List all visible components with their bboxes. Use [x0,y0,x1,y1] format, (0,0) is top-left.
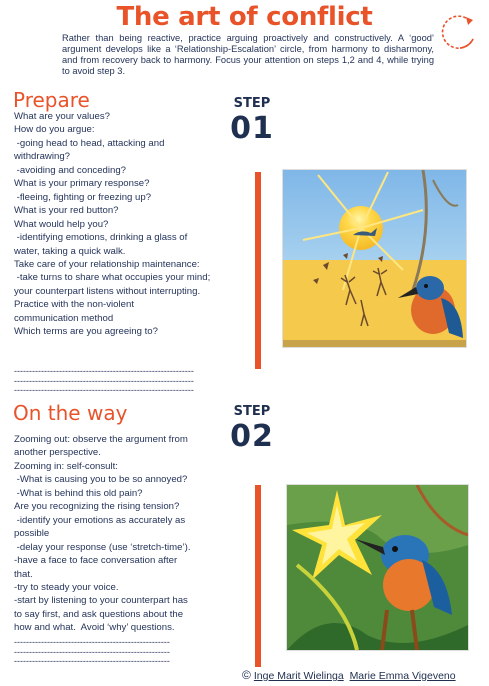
divider-line: ---------------------------------------------------- [14,638,170,647]
text-line: another perspective. [14,447,101,459]
page-title: The art of conflict [116,2,373,32]
step1-number: 01 [230,111,274,146]
text-line: Zooming in: self-consult: [14,460,118,472]
text-line: water, taking a quick walk. [14,245,126,257]
divider-line: ---------------------------------------------------- [14,647,170,657]
step2-text [14,433,249,635]
text-line: that. [14,568,33,580]
text-line: Take care of your relationship maintenance: [14,258,200,270]
divider-line: ------------------------------------------------------------ [14,376,194,386]
text-line: -delay your response (use ‘stretch-time’). [14,541,191,553]
text-line: -take turns to share what occupies your mind; [14,272,211,284]
step1-label: STEP [233,96,271,111]
text-line: What is your red button? [14,205,119,217]
text-line: Which terms are you agreeing to? [14,326,158,338]
text-line: -fleeing, fighting or freezing up? [14,191,152,203]
step2-dividers [14,638,226,667]
author-link-2[interactable]: Marie Emma Vigeveno [349,670,456,682]
text-line: -start by listening to your counterpart has [14,595,188,607]
step2-accent-bar [255,485,261,667]
text-line: What would help you? [14,218,109,230]
kingfisher-star-painting [287,485,468,650]
text-line: withdrawing? [14,151,70,163]
credit-line [242,668,456,682]
text-line: to say first, and ask questions about the [14,608,184,620]
text-line: -What is causing you to be so annoyed? [14,474,188,486]
step1-accent-bar [255,172,261,369]
copyright-icon: © [242,668,251,682]
step2-number: 02 [230,419,274,454]
step1-dividers [14,367,254,396]
step1-text [14,110,259,339]
divider-line: ------------------------------------------------------------ [14,386,194,395]
cycle-arrow-icon [440,13,478,53]
divider-line: ---------------------------------------------------- [14,657,170,666]
kingfisher-sun-painting [283,170,466,347]
text-line: how and what. Avoid ‘why’ questions. [14,622,175,634]
on-the-way-heading: On the way [13,401,128,425]
text-line: -identify your emotions as accurately as [14,514,186,526]
author-link-1[interactable]: Inge Marit Wielinga [253,670,344,682]
text-line: -going head to head, attacking and [14,137,165,149]
text-line: communication method [14,312,114,324]
text-line: your counterpart listens without interrupting. [14,285,201,297]
text-line: possible [14,528,50,540]
divider-line: ------------------------------------------------------------ [14,367,194,376]
text-line: What are your values? [14,111,110,122]
step2-label: STEP [233,404,271,419]
text-line: -have a face to face conversation after [14,555,178,567]
text-line: How do you argue: [14,124,95,136]
text-line: Are you recognizing the rising tension? [14,501,180,513]
text-line: Practice with the non-violent [14,299,134,311]
prepare-heading: Prepare [13,88,90,112]
intro-paragraph: Rather than being reactive, practice arguing proactively and constructively. A ‘good’ argument develops like a ‘Relationship-Escalation’ circle, from harmony to disharmony, and from recovery back to harmony. Focus your attention on steps 1,2 and 4, while trying to avoid step 3. [62,33,434,76]
text-line: -avoiding and conceding? [14,164,127,176]
text-line: -identifying emotions, drinking a glass of [14,232,188,244]
text-line: What is your primary response? [14,178,150,190]
text-line: -What is behind this old pain? [14,487,143,499]
text-line: Zooming out: observe the argument from [14,434,188,445]
text-line: -try to steady your voice. [14,581,119,593]
